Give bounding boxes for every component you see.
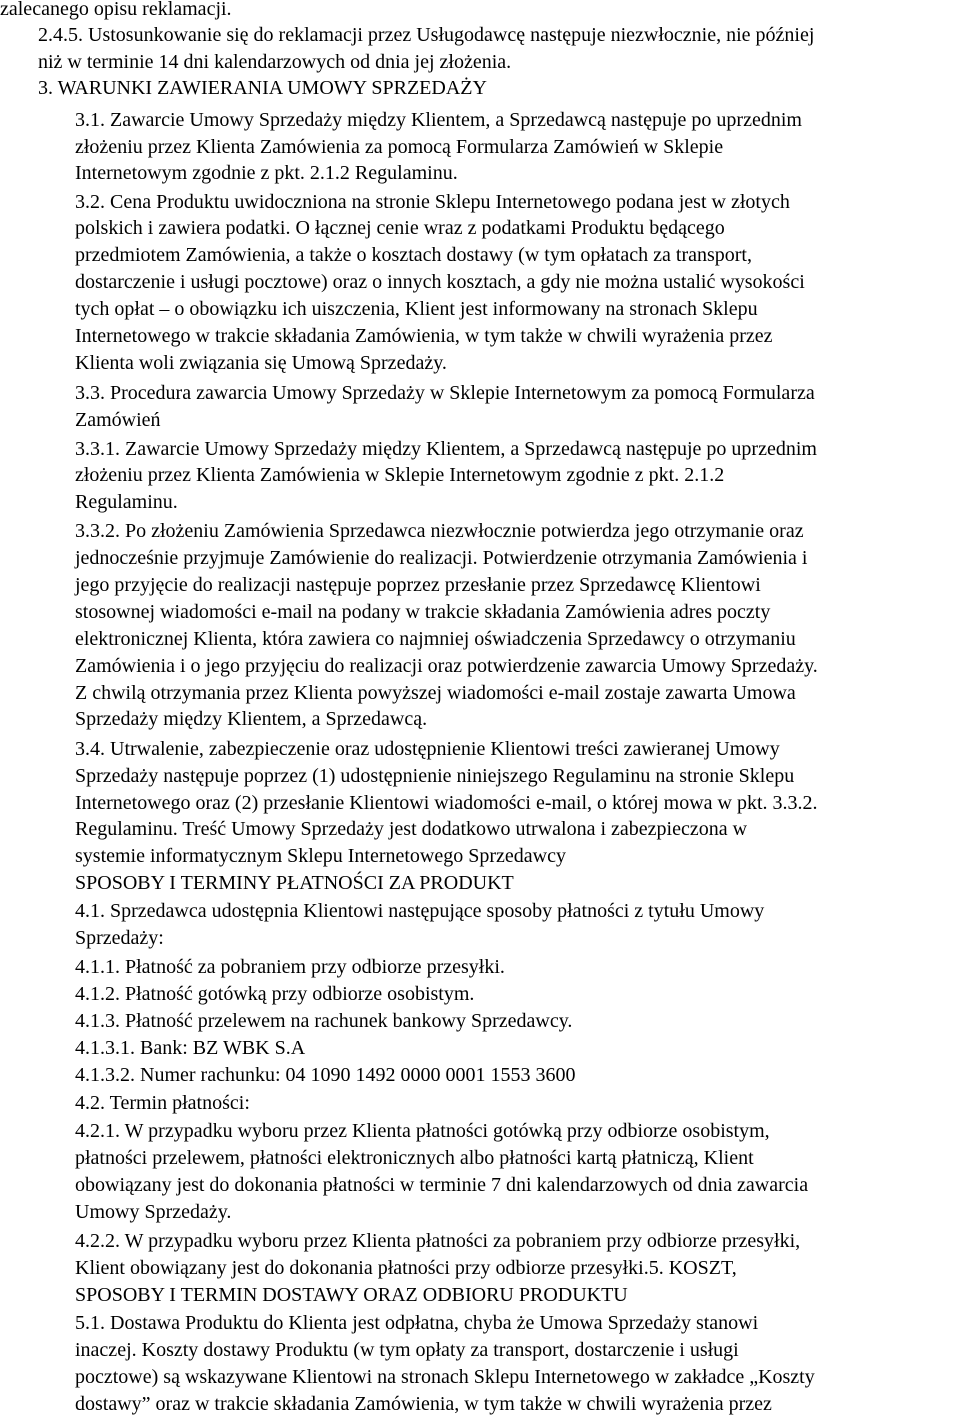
text-line: Umowy Sprzedaży.	[75, 1201, 232, 1223]
text-line: tych opłat – o obowiązku ich uiszczenia, Klient jest informowany na stronach Sklepu	[75, 298, 758, 320]
text-line: 3.1. Zawarcie Umowy Sprzedaży między Klientem, a Sprzedawcą następuje po uprzednim	[75, 109, 802, 131]
text-line: 4.2.1. W przypadku wyboru przez Klienta płatności gotówką przy odbiorze osobistym,	[75, 1120, 770, 1142]
text-line: Sprzedaży:	[75, 927, 164, 949]
text-line: dostawy” oraz w trakcie składania Zamówienia, w tym także w chwili wyrażenia przez	[75, 1393, 772, 1415]
text-line: 3.3.2. Po złożeniu Zamówienia Sprzedawca niezwłocznie potwierdza jego otrzymanie oraz	[75, 520, 804, 542]
text-line: systemie informatycznym Sklepu Internetowego Sprzedawcy	[75, 845, 566, 867]
text-line: Internetowego w trakcie składania Zamówienia, w tym także w chwili wyrażenia przez	[75, 325, 773, 347]
text-line: elektronicznej Klienta, która zawiera co najmniej oświadczenia Sprzedawcy o otrzymaniu	[75, 628, 796, 650]
text-line: zalecanego opisu reklamacji.	[0, 0, 232, 20]
text-line: Regulaminu. Treść Umowy Sprzedaży jest dodatkowo utrwalona i zabezpieczona w	[75, 818, 748, 840]
text-line: Regulaminu.	[75, 491, 178, 513]
text-line: inaczej. Koszty dostawy Produktu (w tym opłaty za transport, dostarczenie i usługi	[75, 1339, 739, 1361]
text-line: złożeniu przez Klienta Zamówienia za pomocą Formularza Zamówień w Sklepie	[75, 136, 724, 158]
text-line: 4.1.3.1. Bank: BZ WBK S.A	[75, 1037, 306, 1059]
text-line: jego przyjęcie do realizacji następuje poprzez przesłanie przez Sprzedawcę Klientowi	[75, 574, 761, 596]
text-line: Klient obowiązany jest do dokonania płatności przy odbiorze przesyłki.5. KOSZT,	[75, 1257, 737, 1279]
text-line: 4.1.2. Płatność gotówką przy odbiorze osobistym.	[75, 983, 475, 1005]
text-line: 4.2.2. W przypadku wyboru przez Klienta płatności za pobraniem przy odbiorze przesyłki,	[75, 1230, 801, 1252]
text-line: dostarczenie i usługi pocztowe) oraz o innych kosztach, a gdy nie można ustalić wysokości	[75, 271, 805, 293]
text-line: obowiązany jest do dokonania płatności w terminie 7 dni kalendarzowych od dnia zawarcia	[75, 1174, 809, 1196]
text-line: Sprzedaży między Klientem, a Sprzedawcą.	[75, 708, 428, 730]
text-line: 4.2. Termin płatności:	[75, 1092, 250, 1114]
text-line: jednocześnie przyjmuje Zamówienie do realizacji. Potwierdzenie otrzymania Zamówienia i	[75, 547, 808, 569]
text-line: Zamówień	[75, 409, 161, 431]
text-line: 4.1.1. Płatność za pobraniem przy odbiorze przesyłki.	[75, 956, 505, 978]
text-line: Internetowego oraz (2) przesłanie Klientowi wiadomości e-mail, o której mowa w pkt. 3.3.2.	[75, 792, 818, 814]
text-line: stosownej wiadomości e-mail na podany w trakcie składania Zamówienia adres poczty	[75, 601, 771, 623]
text-line: 4.1.3.2. Numer rachunku: 04 1090 1492 0000 0001 1553 3600	[75, 1064, 576, 1086]
section-heading: 3. WARUNKI ZAWIERANIA UMOWY SPRZEDAŻY	[38, 77, 487, 99]
text-line: 2.4.5. Ustosunkowanie się do reklamacji przez Usługodawcę następuje niezwłocznie, nie później	[38, 24, 815, 46]
text-line: 3.4. Utrwalenie, zabezpieczenie oraz udostępnienie Klientowi treści zawieranej Umowy	[75, 738, 780, 760]
text-line: polskich i zawiera podatki. O łącznej cenie wraz z podatkami Produktu będącego	[75, 217, 725, 239]
text-line: 4.1.3. Płatność przelewem na rachunek bankowy Sprzedawcy.	[75, 1010, 573, 1032]
section-heading: SPOSOBY I TERMIN DOSTAWY ORAZ ODBIORU PRODUKTU	[75, 1284, 628, 1306]
text-line: 3.2. Cena Produktu uwidoczniona na stronie Sklepu Internetowego podana jest w złotych	[75, 191, 790, 213]
text-line: 4.1. Sprzedawca udostępnia Klientowi następujące sposoby płatności z tytułu Umowy	[75, 900, 765, 922]
text-line: Zamówienia i o jego przyjęciu do realizacji oraz potwierdzenie zawarcia Umowy Sprzedaży.	[75, 655, 818, 677]
text-line: 3.3.1. Zawarcie Umowy Sprzedaży między Klientem, a Sprzedawcą następuje po uprzednim	[75, 438, 817, 460]
text-line: płatności przelewem, płatności elektronicznych albo płatności kartą płatniczą, Klient	[75, 1147, 754, 1169]
text-line: 5.1. Dostawa Produktu do Klienta jest odpłatna, chyba że Umowa Sprzedaży stanowi	[75, 1312, 759, 1334]
text-line: niż w terminie 14 dni kalendarzowych od dnia jej złożenia.	[38, 51, 512, 73]
text-line: Z chwilą otrzymania przez Klienta powyższej wiadomości e-mail zostaje zawarta Umowa	[75, 682, 796, 704]
text-line: złożeniu przez Klienta Zamówienia w Sklepie Internetowym zgodnie z pkt. 2.1.2	[75, 464, 725, 486]
text-line: 3.3. Procedura zawarcia Umowy Sprzedaży w Sklepie Internetowym za pomocą Formularza	[75, 382, 815, 404]
text-line: Klienta woli związania się Umową Sprzedaży.	[75, 352, 447, 374]
text-line: Internetowym zgodnie z pkt. 2.1.2 Regulaminu.	[75, 162, 458, 184]
text-line: pocztowe) są wskazywane Klientowi na stronach Sklepu Internetowego w zakładce „Koszty	[75, 1366, 815, 1388]
section-heading: SPOSOBY I TERMINY PŁATNOŚCI ZA PRODUKT	[75, 872, 514, 894]
text-line: Sprzedaży następuje poprzez (1) udostępnienie niniejszego Regulaminu na stronie Sklepu	[75, 765, 795, 787]
text-line: przedmiotem Zamówienia, a także o kosztach dostawy (w tym opłatach za transport,	[75, 244, 752, 266]
